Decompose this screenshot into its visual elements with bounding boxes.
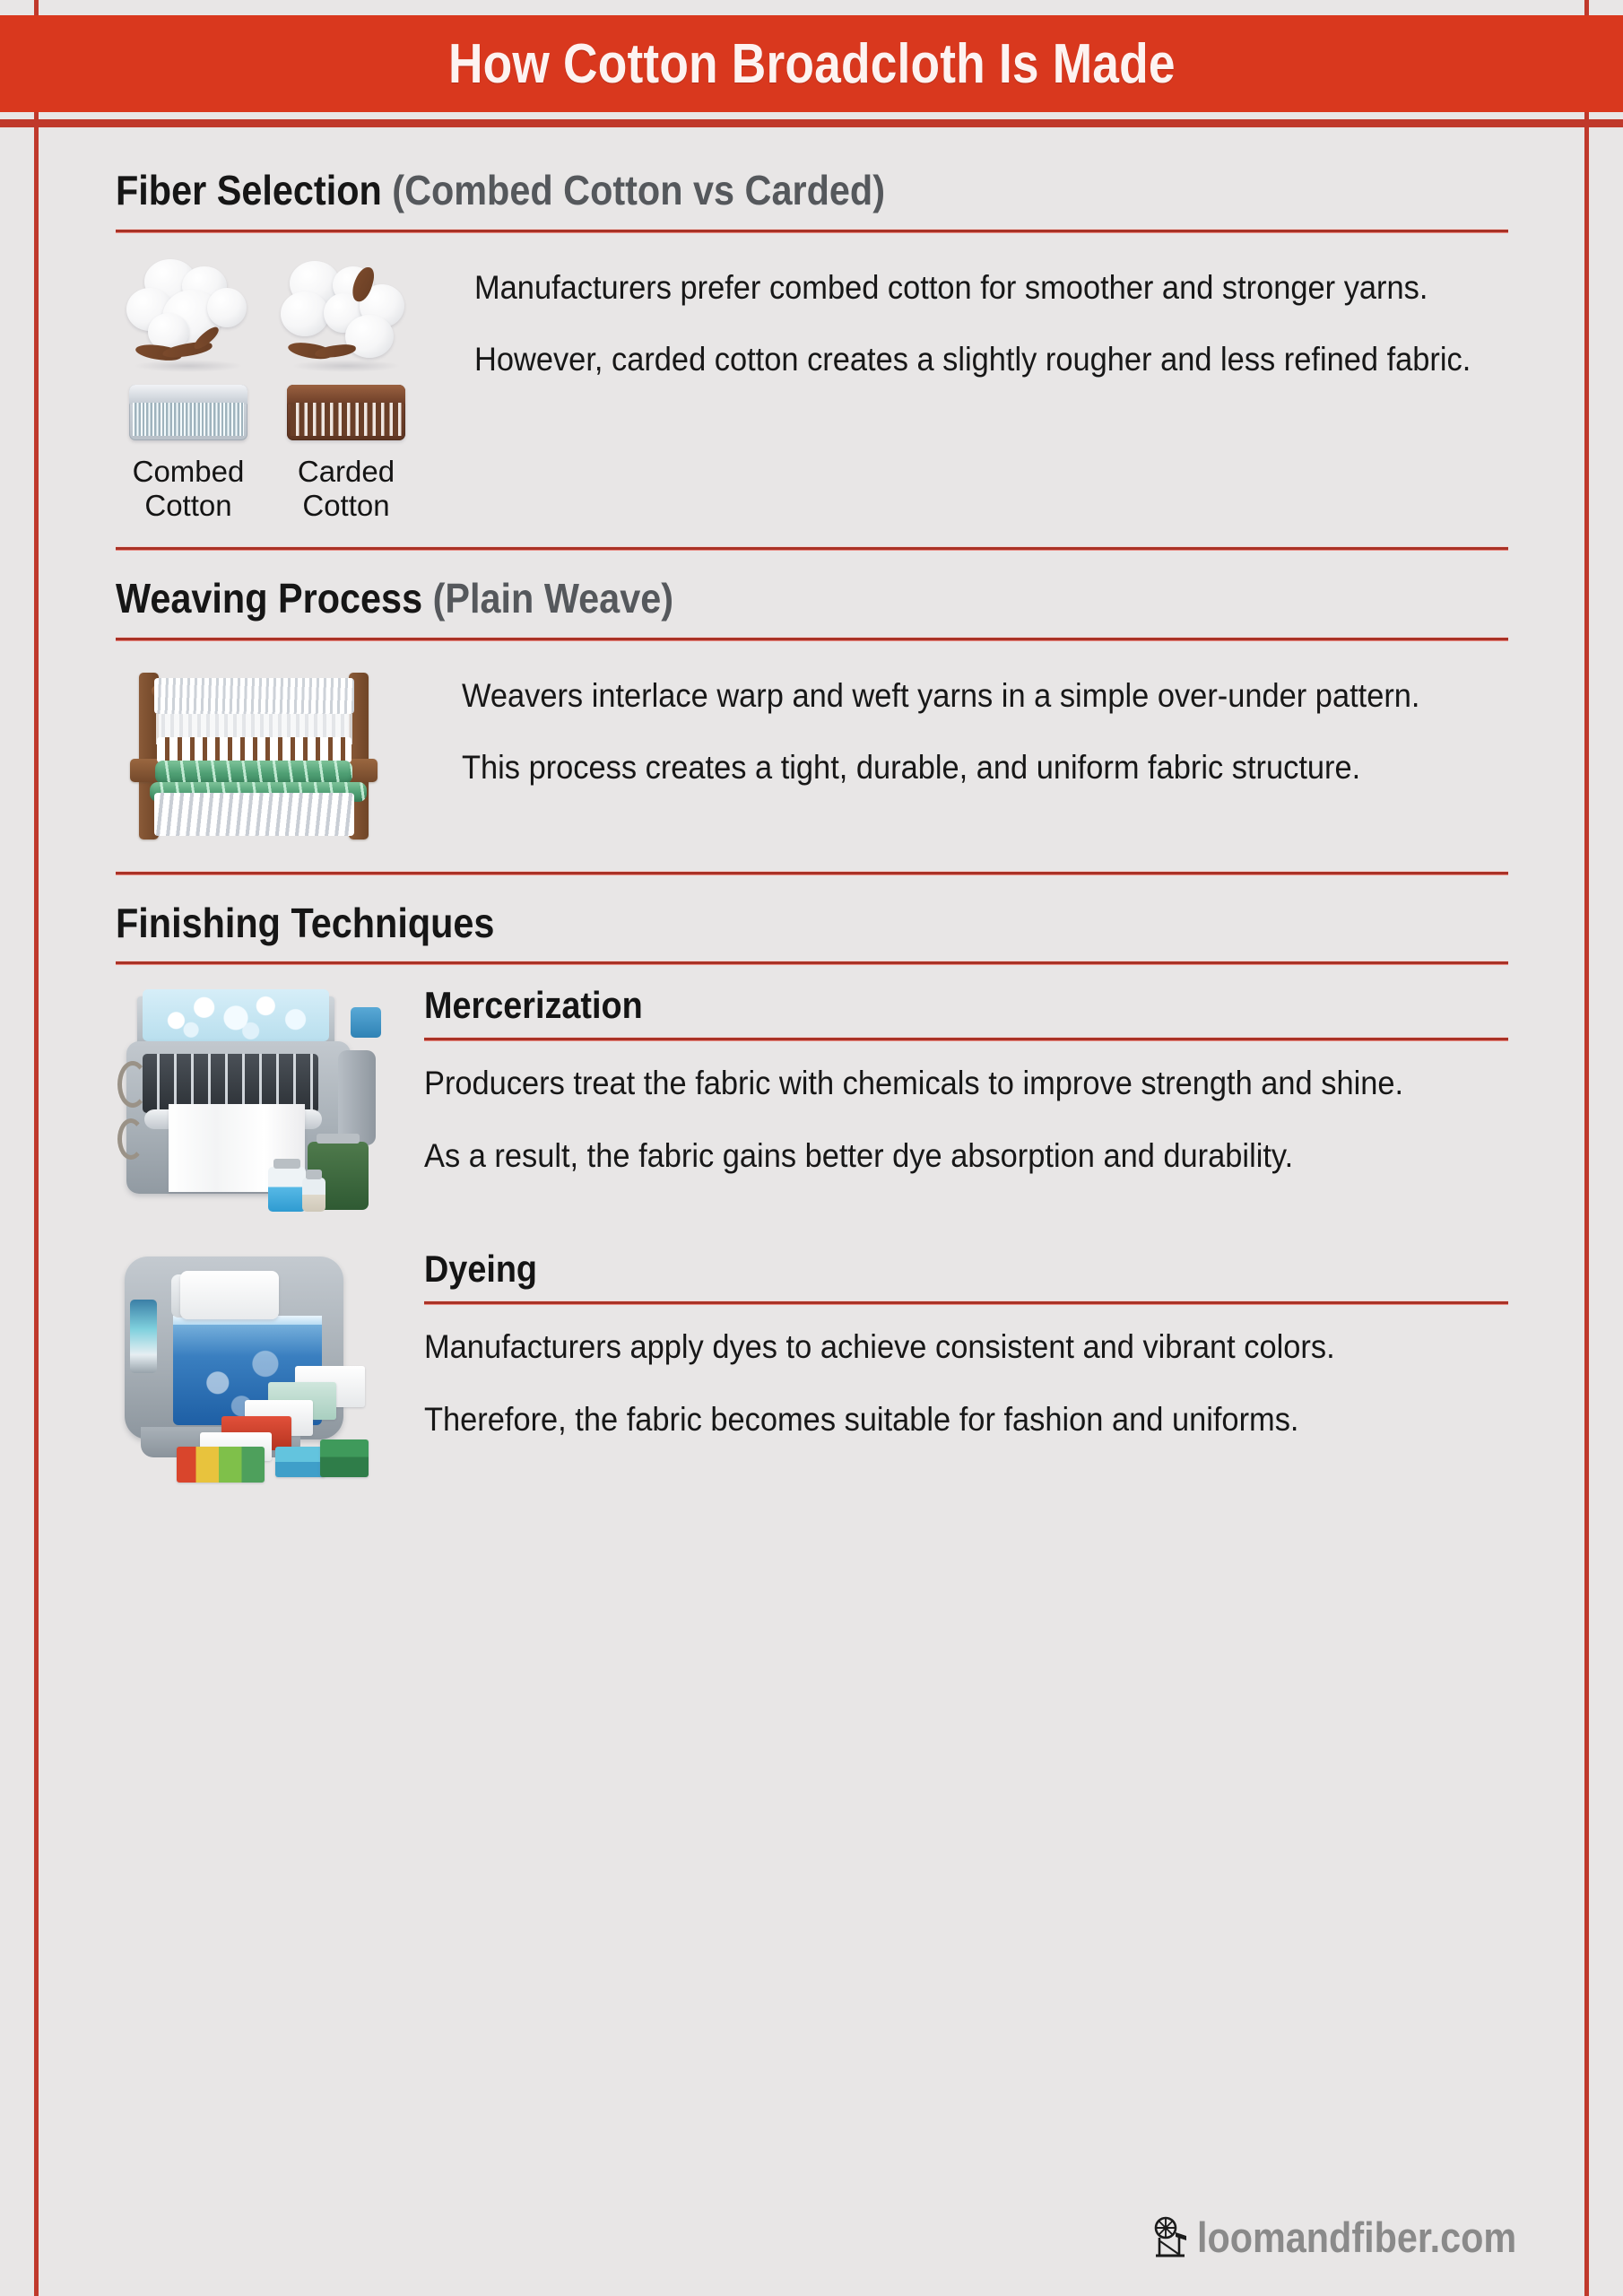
fine-comb-icon [129, 385, 247, 440]
paragraph: Weavers interlace warp and weft yarns in a simple over-under pattern. [462, 676, 1420, 714]
figure-dyeing [116, 1248, 386, 1490]
section-heading-finishing-techniques [116, 898, 1369, 950]
figure-loom [116, 667, 383, 845]
wide-comb-icon [287, 385, 405, 440]
section-divider [116, 961, 1508, 964]
figure-label-combed-cotton [133, 455, 245, 525]
weaving-process-row [116, 667, 1508, 845]
loom-icon [123, 667, 383, 845]
section-heading-main: Fiber Selection [116, 167, 382, 213]
paragraph: However, carded cotton creates a slightly rougher and less refined fabric. [474, 341, 1471, 378]
figure-carded-cotton [279, 257, 413, 525]
left-border-rule [34, 0, 39, 2296]
footer-site-name: loomandfiber.com [1197, 2213, 1517, 2261]
canister-cap [317, 1134, 360, 1144]
blue-chemical-jar [268, 1167, 306, 1212]
section-divider [116, 230, 1508, 232]
section-heading-main: Finishing Techniques [116, 899, 495, 946]
cotton-boll-icon [121, 257, 256, 374]
weaving-process-text [383, 667, 1508, 792]
figure-combed-cotton [121, 257, 256, 525]
section-fiber-selection [116, 135, 1508, 524]
subsection-title-dyeing: Dyeing [424, 1248, 538, 1291]
paragraph: Manufacturers prefer combed cotton for smoother and stronger yarns. [474, 268, 1428, 306]
label-line-2: Cotton [302, 489, 390, 523]
subsection-dyeing [116, 1248, 1508, 1490]
comb-spine [129, 385, 247, 404]
fabric-roll [180, 1271, 279, 1319]
paragraph: Manufacturers apply dyes to achieve consistent and vibrant colors. [424, 1328, 1335, 1366]
right-border-rule [1584, 0, 1589, 2296]
section-finishing-techniques [116, 872, 1508, 1491]
weft-rod [155, 761, 352, 784]
fiber-selection-row [116, 257, 1508, 525]
label-line-1: Combed [132, 454, 245, 488]
blue-motor-box [351, 1007, 381, 1038]
side-drum [338, 1050, 376, 1145]
jar-cap [273, 1159, 300, 1169]
fabric-fold [275, 1447, 325, 1477]
fabric-fold [320, 1439, 369, 1477]
mercerization-text [386, 984, 1508, 1179]
section-heading-weaving-process [116, 573, 1369, 625]
label-line-2: Cotton [144, 489, 232, 523]
boll-shadow [291, 360, 401, 372]
small-chemical-bottle [302, 1178, 325, 1212]
fabric-fold [177, 1447, 265, 1483]
foam-bubbles [143, 989, 329, 1041]
subsection-mercerization [116, 984, 1508, 1224]
section-heading-main: Weaving Process [116, 575, 423, 622]
subsection-title-mercerization: Mercerization [424, 984, 643, 1027]
comb-teeth [133, 403, 244, 436]
page-title: How Cotton Broadcloth Is Made [447, 32, 1176, 95]
section-divider [116, 638, 1508, 640]
section-top-divider [116, 872, 1508, 874]
paragraph: Producers treat the fabric with chemicals to improve strength and shine. [424, 1065, 1404, 1102]
fiber-figures-group [116, 257, 413, 525]
content-area [39, 135, 1584, 2296]
dyeing-text [386, 1248, 1508, 1443]
footer-branding[interactable] [1152, 2213, 1560, 2262]
header-underline [0, 119, 1623, 127]
bottle-cap [306, 1170, 323, 1179]
cotton-boll-icon [279, 257, 413, 374]
paragraph: This process creates a tight, durable, and uniform fabric structure. [462, 749, 1361, 787]
mercerization-machine-icon [117, 984, 386, 1224]
comb-teeth [291, 403, 402, 436]
section-top-divider [116, 547, 1508, 550]
section-heading-paren: (Plain Weave) [432, 575, 674, 622]
fiber-selection-text [413, 257, 1508, 384]
control-panel [130, 1300, 157, 1373]
subsection-divider [424, 1038, 1508, 1040]
warp-threads-bottom [154, 793, 354, 836]
section-heading-paren: (Combed Cotton vs Carded) [392, 167, 885, 213]
header-banner [0, 15, 1623, 112]
section-weaving-process [116, 547, 1508, 845]
heddles [157, 737, 352, 762]
figure-label-carded-cotton [298, 455, 395, 525]
dyeing-machine-icon [117, 1248, 386, 1490]
warp-threads-top [154, 678, 354, 714]
paragraph: Therefore, the fabric becomes suitable for fashion and uniforms. [424, 1400, 1299, 1438]
subsection-divider [424, 1301, 1508, 1304]
boll-shadow [134, 360, 243, 372]
spinning-wheel-icon [1152, 2216, 1192, 2259]
section-heading-fiber-selection [116, 165, 1369, 217]
paragraph: As a result, the fabric gains better dye absorption and durability. [424, 1136, 1294, 1174]
figure-mercerization [116, 984, 386, 1224]
comb-spine [287, 385, 405, 404]
label-line-1: Carded [297, 454, 395, 488]
